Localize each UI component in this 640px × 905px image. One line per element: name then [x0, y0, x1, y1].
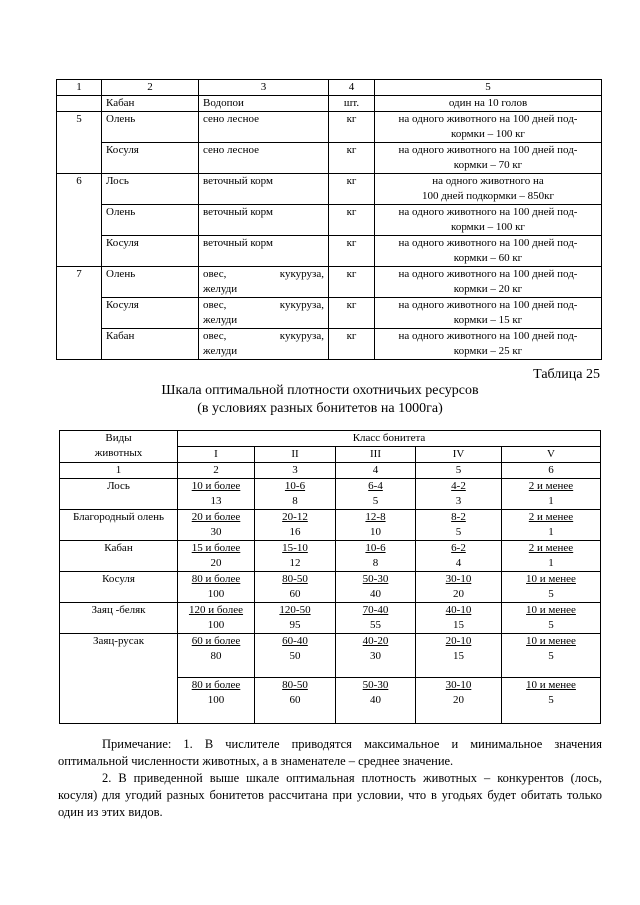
animal-cell: Олень — [102, 205, 199, 236]
norm-line: на одного животного на 100 дней под- — [398, 113, 578, 125]
density-cell — [416, 572, 502, 603]
density-range: 15-10 — [282, 542, 308, 554]
species-row — [60, 572, 601, 603]
density-cell — [255, 572, 336, 603]
density-cell — [336, 572, 416, 603]
note-paragraph-1: Примечание: 1. В числителе приводятся максимальное и минимальное значения оптимальной численности животных, а в знаменателе – среднее значение. — [58, 737, 602, 768]
feed-word: желуди — [203, 345, 238, 357]
table-row — [57, 267, 602, 298]
norm-line: 100 дней подкормки – 850кг — [421, 190, 555, 202]
column-number-row — [60, 463, 601, 479]
density-cell — [336, 510, 416, 541]
unit-cell: кг — [329, 329, 375, 360]
density-mean: 5 — [548, 650, 554, 662]
norm-line: на одного животного на 100 дней под- — [398, 299, 578, 311]
header-cell: 3 — [199, 80, 329, 96]
header-cell: 5 — [375, 80, 602, 96]
density-range: 120-50 — [279, 604, 311, 616]
table-note — [58, 736, 602, 821]
feed-word: кукуруза, — [279, 330, 324, 342]
density-cell — [416, 678, 502, 724]
header-line: животных — [94, 447, 143, 459]
density-mean: 5 — [372, 495, 379, 507]
density-range: 120 и более — [188, 604, 244, 616]
density-range: 40-10 — [445, 604, 472, 616]
animal-cell: Косуля — [102, 298, 199, 329]
norm-line: на одного животного на — [432, 175, 544, 187]
density-mean: 12 — [289, 557, 301, 569]
density-range: 6-2 — [451, 542, 466, 554]
density-mean: 60 — [289, 588, 301, 600]
animal-cell: Олень — [102, 267, 199, 298]
density-cell — [416, 510, 502, 541]
density-cell — [255, 479, 336, 510]
density-cell — [502, 572, 601, 603]
norm-line: кормки – 70 кг — [453, 159, 523, 171]
density-cell — [416, 541, 502, 572]
norm-line: на одного животного на 100 дней под- — [398, 268, 578, 280]
density-range: 2 и менее — [528, 511, 574, 523]
feeding-norms-table — [56, 79, 602, 360]
column-number-cell: 5 — [416, 463, 502, 479]
density-scale-table — [59, 430, 601, 724]
density-cell — [336, 541, 416, 572]
feed-line — [203, 329, 324, 344]
density-cell — [255, 603, 336, 634]
density-range: 20 и более — [191, 511, 241, 523]
density-mean: 5 — [455, 526, 462, 538]
density-cell — [416, 634, 502, 678]
unit-cell: кг — [329, 143, 375, 174]
header-cell: 1 — [57, 80, 102, 96]
class-cell: II — [255, 447, 336, 463]
species-cell: Лось — [60, 479, 178, 510]
species-cell: Косуля — [60, 572, 178, 603]
density-range: 20-12 — [282, 511, 308, 523]
class-cell: IV — [416, 447, 502, 463]
density-mean: 40 — [370, 588, 381, 600]
density-range: 10-6 — [284, 480, 306, 492]
table-row — [57, 96, 602, 112]
species-row — [60, 479, 601, 510]
density-cell — [502, 634, 601, 678]
density-range: 10 и более — [191, 480, 241, 492]
table-row — [57, 174, 602, 205]
table-number-label: Таблица 25 — [533, 367, 600, 382]
norm-cell — [375, 112, 602, 143]
density-range: 40-20 — [362, 635, 389, 647]
density-cell — [255, 678, 336, 724]
row-number-cell — [57, 96, 102, 112]
density-mean: 15 — [453, 619, 464, 631]
norm-line: кормки – 20 кг — [453, 283, 523, 295]
density-cell — [336, 603, 416, 634]
density-mean: 1 — [548, 526, 554, 538]
density-cell — [502, 678, 601, 724]
animal-cell: Кабан — [102, 96, 199, 112]
density-range: 15 и более — [191, 542, 241, 554]
density-cell — [255, 510, 336, 541]
norm-cell — [375, 205, 602, 236]
feed-cell — [199, 298, 329, 329]
norm-cell — [375, 143, 602, 174]
species-cell: Кабан — [60, 541, 178, 572]
feed-word: овес, — [203, 330, 227, 342]
density-cell — [178, 479, 255, 510]
density-cell — [178, 541, 255, 572]
unit-cell: кг — [329, 267, 375, 298]
density-cell — [336, 479, 416, 510]
density-range: 80 и более — [191, 679, 241, 691]
density-mean: 3 — [455, 495, 462, 507]
table-row — [57, 298, 602, 329]
species-row — [60, 603, 601, 634]
density-cell — [416, 603, 502, 634]
feed-cell — [199, 267, 329, 298]
density-range: 80 и более — [191, 573, 241, 585]
density-range: 6-4 — [368, 480, 383, 492]
species-cell: Заяц -беляк — [60, 603, 178, 634]
class-cell: III — [336, 447, 416, 463]
class-cell: I — [178, 447, 255, 463]
feed-cell: веточный корм — [199, 174, 329, 205]
density-range: 2 и менее — [528, 542, 574, 554]
density-mean: 20 — [453, 694, 464, 706]
table-row — [57, 112, 602, 143]
header-cell: 4 — [329, 80, 375, 96]
density-range: 60 и более — [191, 635, 241, 647]
table-header-row — [57, 80, 602, 96]
density-mean: 5 — [548, 588, 554, 600]
table-row — [57, 329, 602, 360]
density-mean: 16 — [289, 526, 301, 538]
header-row — [60, 431, 601, 447]
column-number-cell: 6 — [502, 463, 601, 479]
density-mean: 55 — [370, 619, 381, 631]
density-mean: 5 — [548, 619, 554, 631]
density-range: 10 и менее — [526, 679, 576, 691]
animal-cell: Олень — [102, 112, 199, 143]
species-row — [60, 634, 601, 678]
density-range: 4-2 — [451, 480, 466, 492]
class-cell: V — [502, 447, 601, 463]
density-mean: 8 — [292, 495, 298, 507]
density-mean: 8 — [372, 557, 379, 569]
density-range: 30-10 — [445, 679, 472, 691]
density-cell — [502, 510, 601, 541]
density-cell — [255, 634, 336, 678]
unit-cell: кг — [329, 298, 375, 329]
density-cell — [178, 510, 255, 541]
density-range: 70-40 — [362, 604, 389, 616]
feed-word: овес, — [203, 268, 227, 280]
note-paragraph-2: 2. В приведенной выше шкале оптимальная плотность животных – конкурентов (лось, косуля) для угодий разных бонитетов рассчитана при условии, что в угодьях будет обитать только один из этих видов. — [58, 771, 602, 819]
norm-line: на одного животного на 100 дней под- — [398, 330, 578, 342]
density-mean: 5 — [548, 694, 554, 706]
animal-cell: Косуля — [102, 236, 199, 267]
density-mean: 1 — [548, 557, 554, 569]
density-cell — [255, 541, 336, 572]
density-cell — [502, 541, 601, 572]
density-mean: 30 — [210, 526, 222, 538]
norm-line: кормки – 60 кг — [453, 252, 523, 264]
table-row — [57, 205, 602, 236]
density-cell — [336, 678, 416, 724]
unit-cell: кг — [329, 205, 375, 236]
density-cell — [502, 479, 601, 510]
feed-line — [203, 298, 324, 313]
norm-line: кормки – 100 кг — [451, 128, 525, 140]
norm-cell — [375, 267, 602, 298]
feed-cell: сено лесное — [199, 112, 329, 143]
density-range: 50-30 — [362, 573, 389, 585]
density-range: 10 и менее — [526, 604, 576, 616]
density-range: 80-50 — [282, 573, 308, 585]
density-range: 80-50 — [282, 679, 308, 691]
norm-cell — [375, 96, 602, 112]
column-number-cell: 4 — [336, 463, 416, 479]
density-cell — [178, 634, 255, 678]
norm-line: кормки – 100 кг — [451, 221, 525, 233]
density-mean: 60 — [289, 694, 301, 706]
animal-cell: Кабан — [102, 329, 199, 360]
species-cell: Заяц-русак — [60, 634, 178, 724]
species-row — [60, 510, 601, 541]
density-range: 12-8 — [365, 511, 386, 523]
feed-word: желуди — [203, 283, 238, 295]
density-range: 60-40 — [282, 635, 308, 647]
norm-line: кормки – 15 кг — [453, 314, 523, 326]
unit-cell: шт. — [329, 96, 375, 112]
density-mean: 1 — [548, 495, 554, 507]
table-subcaption: (в условиях разных бонитетов на 1000га) — [197, 401, 443, 416]
unit-cell: кг — [329, 112, 375, 143]
density-cell — [416, 479, 502, 510]
density-mean: 20 — [453, 588, 464, 600]
feed-word: кукуруза, — [279, 268, 324, 280]
table-row — [57, 236, 602, 267]
species-header-cell — [60, 431, 178, 463]
density-range: 30-10 — [445, 573, 472, 585]
density-mean: 80 — [210, 650, 222, 662]
species-row — [60, 541, 601, 572]
animal-cell: Косуля — [102, 143, 199, 174]
norm-cell — [375, 298, 602, 329]
column-number-cell: 3 — [255, 463, 336, 479]
feed-cell: сено лесное — [199, 143, 329, 174]
density-mean: 50 — [289, 650, 301, 662]
class-header-cell: Класс бонитета — [178, 431, 601, 447]
column-number-cell: 2 — [178, 463, 255, 479]
feed-word: овес, — [203, 299, 227, 311]
header-cell: 2 — [102, 80, 199, 96]
row-number-cell: 5 — [57, 112, 102, 174]
density-cell — [178, 572, 255, 603]
density-cell — [502, 603, 601, 634]
norm-line: кормки – 25 кг — [453, 345, 523, 357]
norm-line: один на 10 голов — [448, 97, 528, 109]
density-range: 20-10 — [445, 635, 472, 647]
density-range: 50-30 — [362, 679, 389, 691]
density-mean: 100 — [207, 619, 225, 631]
density-mean: 100 — [207, 588, 225, 600]
density-mean: 40 — [370, 694, 381, 706]
density-mean: 95 — [289, 619, 301, 631]
row-number-cell: 7 — [57, 267, 102, 360]
feed-cell: веточный корм — [199, 205, 329, 236]
feed-cell — [199, 329, 329, 360]
feed-cell: веточный корм — [199, 236, 329, 267]
norm-cell — [375, 329, 602, 360]
column-number-cell: 1 — [60, 463, 178, 479]
density-cell — [178, 603, 255, 634]
norm-line: на одного животного на 100 дней под- — [398, 237, 578, 249]
density-mean: 15 — [453, 650, 464, 662]
feed-word: желуди — [203, 314, 238, 326]
density-range: 8-2 — [451, 511, 466, 523]
density-mean: 4 — [455, 557, 462, 569]
norm-cell — [375, 174, 602, 205]
unit-cell: кг — [329, 236, 375, 267]
norm-line: на одного животного на 100 дней под- — [398, 206, 578, 218]
norm-cell — [375, 236, 602, 267]
density-range: 2 и менее — [528, 480, 574, 492]
density-mean: 100 — [207, 694, 225, 706]
density-range: 10 и менее — [526, 573, 576, 585]
density-mean: 13 — [210, 495, 222, 507]
density-cell — [336, 634, 416, 678]
norm-line: на одного животного на 100 дней под- — [398, 144, 578, 156]
density-cell — [178, 678, 255, 724]
feed-cell: Водопои — [199, 96, 329, 112]
unit-cell: кг — [329, 174, 375, 205]
feed-line — [203, 267, 324, 282]
density-range: 10-6 — [365, 542, 386, 554]
table-caption: Шкала оптимальной плотности охотничьих ресурсов — [161, 383, 479, 398]
density-mean: 20 — [210, 557, 222, 569]
density-mean: 10 — [370, 526, 381, 538]
species-cell: Благородный олень — [60, 510, 178, 541]
feed-word: кукуруза, — [279, 299, 324, 311]
header-line: Виды — [105, 432, 132, 444]
row-number-cell: 6 — [57, 174, 102, 267]
density-range: 10 и менее — [526, 635, 576, 647]
table-row — [57, 143, 602, 174]
animal-cell: Лось — [102, 174, 199, 205]
density-mean: 30 — [370, 650, 381, 662]
